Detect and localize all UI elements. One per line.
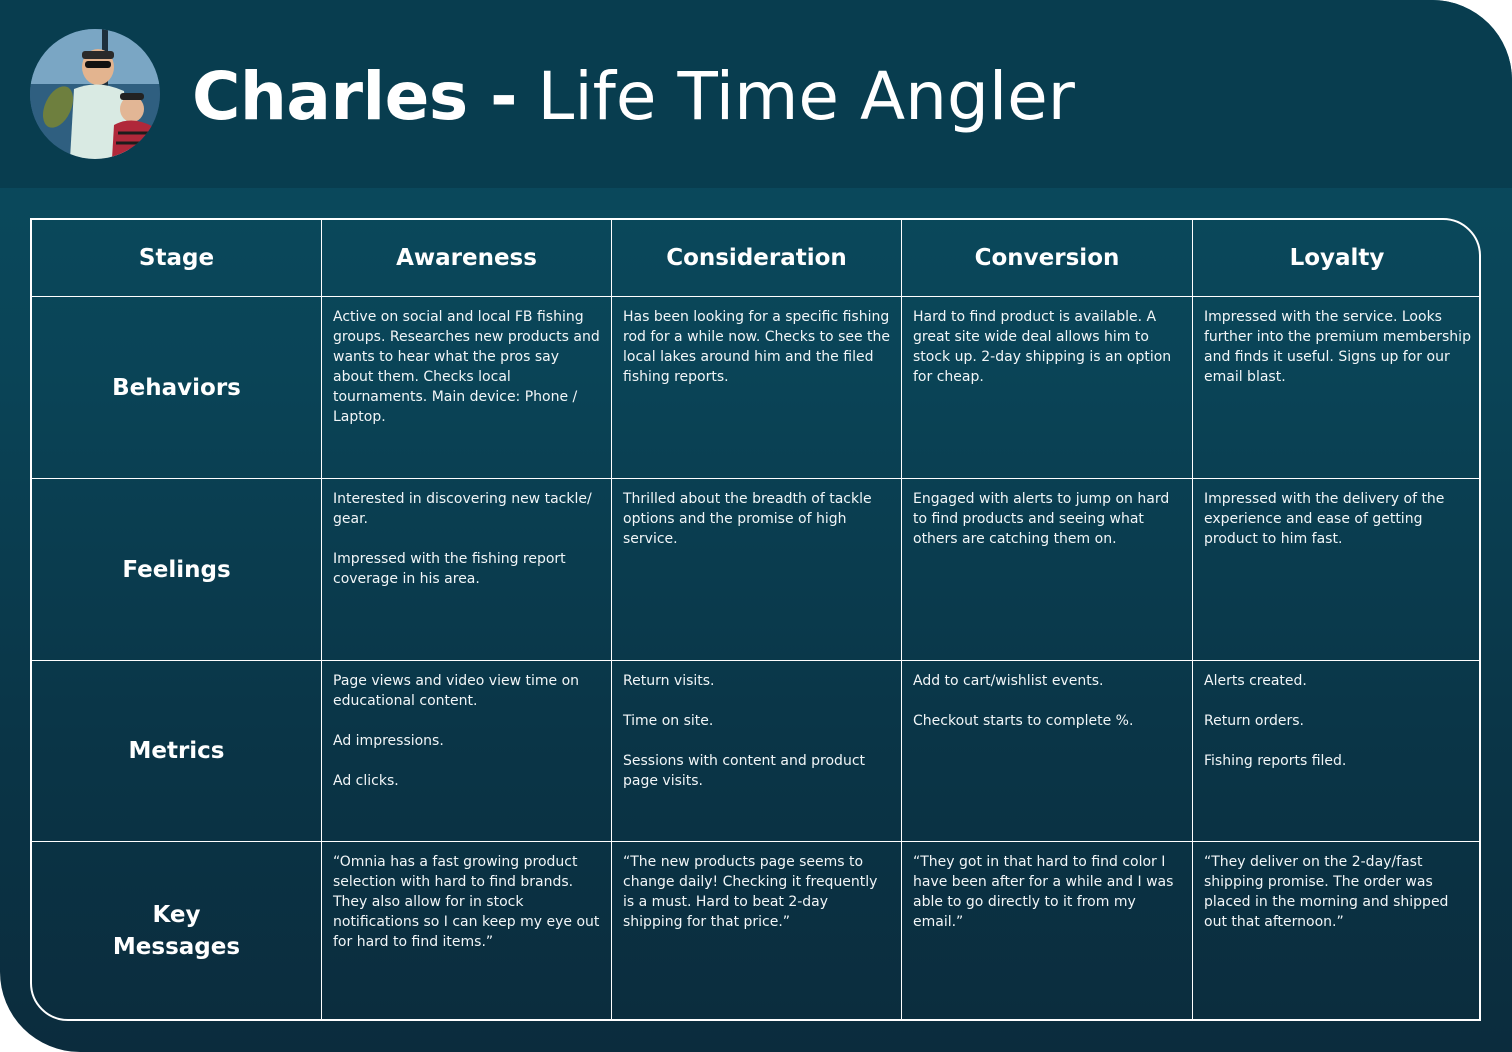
table-cell: “They got in that hard to find color I have been after for a while and I was able to go directly to it from my email.”: [913, 854, 1174, 930]
table-cell: Impressed with the service. Looks further into the premium membership and finds it useful. Signs up for our email blast.: [1204, 309, 1471, 385]
table-cell: Return visits. Time on site. Sessions with content and product page visits.: [623, 673, 865, 789]
table-cell: Impressed with the delivery of the experience and ease of getting product to him fast.: [1204, 491, 1445, 547]
profile-photo-icon: [30, 29, 160, 159]
header-bar: [0, 0, 1512, 188]
table-cell: Add to cart/wishlist events. Checkout starts to complete %.: [913, 673, 1134, 729]
table-cell: “They deliver on the 2-day/fast shipping promise. The order was placed in the morning and shipped out that afternoon.”: [1204, 854, 1449, 930]
avatar-illustration: [30, 29, 160, 159]
column-header-awareness: Awareness: [396, 245, 537, 271]
table-cell: Has been looking for a specific fishing rod for a while now. Checks to see the local lakes around him and the filed fishing reports.: [623, 309, 891, 385]
page-title: [192, 52, 1075, 142]
persona-role: Life Time Angler: [537, 58, 1075, 135]
row-label-metrics: Metrics: [128, 738, 225, 764]
column-header-stage: Stage: [138, 245, 215, 271]
table-cell: Hard to find product is available. A great site wide deal allows him to stock up. 2-day shipping is an option for cheap.: [913, 309, 1172, 385]
table-cell: “Omnia has a fast growing product selection with hard to find brands. They also allow for in stock notifications so I can keep my eye out for hard to find items.”: [333, 854, 600, 950]
column-header-loyalty: Loyalty: [1289, 245, 1385, 271]
table-cell: Page views and video view time on educational content. Ad impressions. Ad clicks.: [333, 673, 580, 789]
row-label-key-messages: [32, 842, 321, 1019]
row-label-line: Key: [152, 901, 201, 928]
persona-name: Charles -: [192, 58, 518, 135]
table-cell: Interested in discovering new tackle/ gear. Impressed with the fishing report coverage in his area.: [333, 491, 592, 587]
column-header-consideration: Consideration: [666, 245, 847, 271]
row-label-line: Messages: [112, 933, 241, 960]
row-label-behaviors: Behaviors: [112, 374, 241, 401]
table-cell: “The new products page seems to change daily! Checking it frequently is a must. Hard to beat 2-day shipping for that price.”: [623, 854, 878, 930]
row-label-feelings: Feelings: [122, 556, 231, 583]
table-cell: Engaged with alerts to jump on hard to find products and seeing what others are catching them on.: [913, 491, 1170, 547]
table-cell: Active on social and local FB fishing groups. Researches new products and wants to hear what the pros say about them. Checks local tournaments. Main device: Phone / Laptop.: [333, 309, 600, 425]
table-cell: Alerts created. Return orders. Fishing reports filed.: [1204, 673, 1347, 769]
table-cell: Thrilled about the breadth of tackle options and the promise of high service.: [623, 491, 872, 547]
journey-table: [30, 218, 1481, 1021]
column-header-conversion: Conversion: [974, 245, 1120, 271]
